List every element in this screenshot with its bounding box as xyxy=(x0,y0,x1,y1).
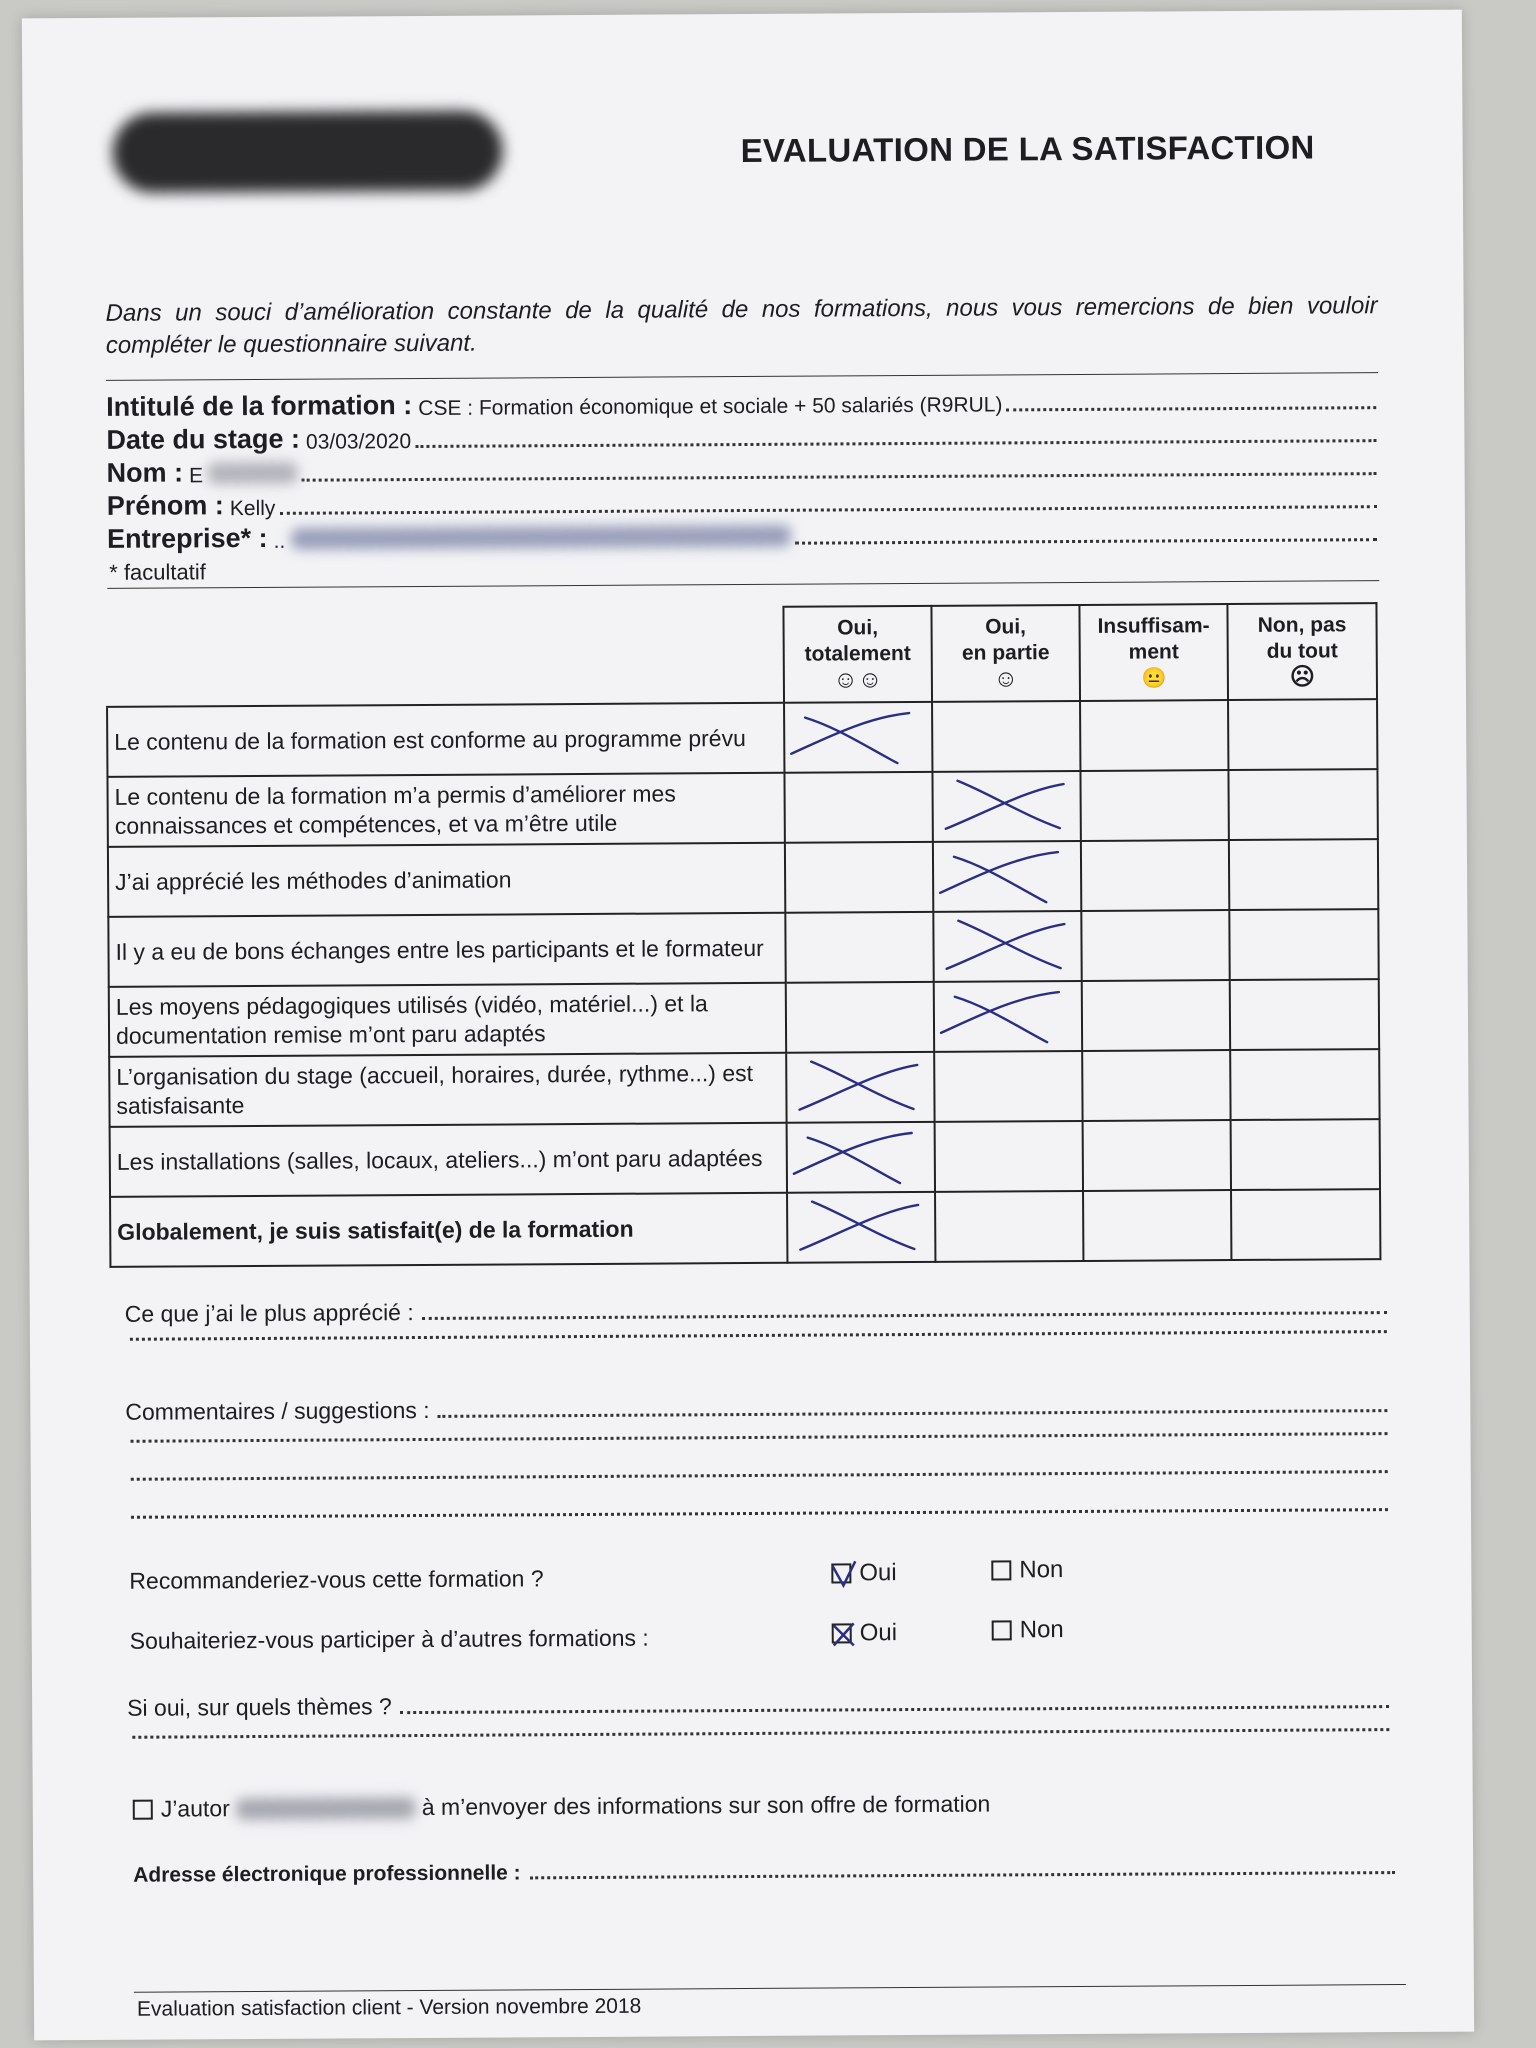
recommend-yes-option[interactable] xyxy=(831,1559,897,1587)
answer-cell[interactable] xyxy=(787,1122,935,1193)
header-oui-en-partie xyxy=(931,605,1080,702)
dotted-line xyxy=(131,1432,1388,1443)
answer-cell[interactable] xyxy=(1229,839,1378,910)
satisfaction-table xyxy=(105,602,1381,1268)
answer-cell[interactable] xyxy=(1230,979,1379,1050)
answer-cell[interactable] xyxy=(787,1192,935,1263)
answer-cell[interactable] xyxy=(933,841,1081,912)
themes-label: Si oui, sur quels thèmes ? xyxy=(127,1693,392,1721)
comments-label: Commentaires / suggestions : xyxy=(125,1396,430,1425)
header-line: totalement xyxy=(804,641,911,666)
answer-cell[interactable] xyxy=(1080,770,1228,841)
answer-cell[interactable] xyxy=(1082,980,1230,1051)
smiley-icon: ☺ xyxy=(993,665,1019,693)
optional-note: * facultatif xyxy=(109,559,206,585)
checkbox-empty[interactable] xyxy=(992,1620,1012,1640)
question-cell: Les installations (salles, locaux, ateliers...) m’ont paru adaptées xyxy=(110,1123,787,1197)
checkbox-empty[interactable] xyxy=(133,1799,153,1819)
dotted-line xyxy=(531,1871,1396,1879)
comments-field[interactable] xyxy=(125,1388,1387,1426)
checkbox-checked[interactable] xyxy=(831,1563,851,1583)
dotted-line xyxy=(279,505,1376,515)
question-cell: Les moyens pédagogiques utilisés (vidéo, matériel...) et la documentation remise m’ont paru adaptés xyxy=(109,983,786,1057)
question-cell: Globalement, je suis satisfait(e) de la formation xyxy=(110,1193,787,1267)
header-line: du tout xyxy=(1266,639,1338,663)
answer-cell[interactable] xyxy=(784,772,932,843)
handwritten-x-mark xyxy=(790,1123,930,1188)
checkbox-checked[interactable] xyxy=(832,1623,852,1643)
dotted-line xyxy=(438,1409,1388,1418)
answer-cell[interactable] xyxy=(1229,909,1378,980)
table-header-row xyxy=(106,603,1377,707)
handwritten-x-mark xyxy=(935,772,1075,837)
table-corner xyxy=(106,607,784,707)
option-label: Oui xyxy=(859,1619,898,1647)
answer-cell[interactable] xyxy=(786,1052,934,1123)
consent-option[interactable] xyxy=(133,1791,991,1823)
intro-text: Dans un souci d’amélioration constante de la qualité de nos formations, nous vous remercions de bien vouloir compléter le questionnaire suivant. xyxy=(105,292,1378,359)
handwritten-x-mark xyxy=(790,1193,930,1258)
answer-cell[interactable] xyxy=(1082,1050,1230,1121)
checkbox-empty[interactable] xyxy=(991,1560,1011,1580)
header-insuffisamment xyxy=(1079,604,1228,701)
answer-cell[interactable] xyxy=(933,911,1081,982)
dotted-line xyxy=(132,1728,1389,1739)
prenom-label: Prénom : xyxy=(106,490,224,521)
header-line: en partie xyxy=(961,641,1050,665)
divider xyxy=(106,372,1378,381)
redacted-company xyxy=(291,525,791,550)
redacted-name xyxy=(207,462,297,485)
handwritten-x-mark xyxy=(789,1053,929,1118)
consent-text-start: J’autor xyxy=(160,1795,230,1822)
header-line: Non, pas xyxy=(1257,613,1347,637)
table-row xyxy=(109,1049,1379,1127)
answer-cell[interactable] xyxy=(786,982,934,1053)
answer-cell[interactable] xyxy=(934,981,1082,1052)
most-appreciated-label: Ce que j’ai le plus apprécié : xyxy=(124,1299,414,1327)
prenom-value: Kelly xyxy=(229,496,276,521)
answer-cell[interactable] xyxy=(935,1191,1083,1262)
question-cell: Le contenu de la formation m’a permis d’améliorer mes connaissances et compétences, et va m’être utile xyxy=(107,773,784,847)
recommend-question: Recommanderiez-vous cette formation ? xyxy=(129,1565,544,1594)
recommend-no-option[interactable] xyxy=(991,1556,1063,1584)
form-sheet xyxy=(22,10,1474,2041)
table-row xyxy=(108,909,1378,987)
dotted-line xyxy=(301,472,1376,482)
table-row xyxy=(110,1119,1380,1197)
table-row xyxy=(109,979,1379,1057)
answer-cell[interactable] xyxy=(1228,769,1377,840)
option-label: Non xyxy=(1019,1556,1064,1584)
answer-cell[interactable] xyxy=(784,702,932,773)
header-non-pas-du-tout xyxy=(1227,603,1377,700)
footer-divider xyxy=(134,1984,1406,1993)
answer-cell[interactable] xyxy=(1080,700,1228,771)
nom-value: E xyxy=(189,464,204,488)
formation-value: CSE : Formation économique et sociale + 50 salariés (R9RUL) xyxy=(418,393,1003,421)
check-mark-icon xyxy=(829,1559,857,1589)
dotted-line xyxy=(422,1311,1387,1320)
answer-cell[interactable] xyxy=(932,771,1080,842)
redacted-organization xyxy=(236,1797,416,1820)
dotted-line xyxy=(131,1470,1388,1481)
question-cell: Le contenu de la formation est conforme au programme prévu xyxy=(107,703,784,777)
other-no-option[interactable] xyxy=(992,1616,1064,1644)
email-label: Adresse électronique professionnelle : xyxy=(133,1861,521,1887)
dotted-line xyxy=(1006,406,1376,411)
date-value: 03/03/2020 xyxy=(305,430,412,454)
handwritten-x-mark xyxy=(787,703,927,768)
question-cell: L’organisation du stage (accueil, horaires, durée, rythme...) est satisfaisante xyxy=(109,1053,786,1127)
answer-cell[interactable] xyxy=(1230,1049,1379,1120)
answer-cell[interactable] xyxy=(1081,840,1229,911)
entreprise-label: Entreprise* : xyxy=(106,522,268,554)
answer-cell[interactable] xyxy=(1083,1190,1231,1261)
table-row xyxy=(107,769,1377,847)
answer-cell[interactable] xyxy=(934,1051,1082,1122)
answer-cell[interactable] xyxy=(1231,1189,1380,1260)
option-label: Non xyxy=(1019,1616,1064,1644)
date-label: Date du stage : xyxy=(106,423,301,455)
header-oui-totalement xyxy=(783,606,932,703)
dotted-line xyxy=(415,439,1376,448)
themes-field[interactable] xyxy=(127,1684,1389,1722)
table-row xyxy=(107,699,1377,777)
header-line: Oui, xyxy=(837,616,879,640)
handwritten-x-mark xyxy=(937,982,1077,1047)
x-mark-icon xyxy=(830,1619,858,1649)
formation-label: Intitulé de la formation : xyxy=(106,390,413,422)
dotted-line xyxy=(131,1508,1388,1519)
divider xyxy=(107,580,1379,589)
double-smiley-icon: ☺☺ xyxy=(833,666,883,694)
answer-cell[interactable] xyxy=(785,912,933,983)
handwritten-x-mark xyxy=(936,912,1076,977)
dotted-line xyxy=(400,1705,1389,1714)
footer-text: Evaluation satisfaction client - Version novembre 2018 xyxy=(136,1994,642,2021)
entreprise-value: .. xyxy=(273,529,286,553)
other-yes-option[interactable] xyxy=(832,1619,898,1647)
company-logo-blurred xyxy=(112,110,502,192)
header-line: Oui, xyxy=(985,615,1027,639)
header-line: ment xyxy=(1128,640,1179,664)
dotted-line xyxy=(795,538,1377,545)
answer-cell[interactable] xyxy=(935,1121,1083,1192)
sad-face-icon: ☹ xyxy=(1289,663,1315,691)
question-cell: Il y a eu de bons échanges entre les participants et le formateur xyxy=(108,913,785,987)
most-appreciated-field[interactable] xyxy=(125,1290,1387,1328)
email-field[interactable] xyxy=(133,1850,1395,1888)
other-trainings-question: Souhaiteriez-vous participer à d’autres formations : xyxy=(129,1624,649,1654)
answer-cell[interactable] xyxy=(1083,1120,1231,1191)
consent-text-end: à m’envoyer des informations sur son offre de formation xyxy=(421,1790,991,1821)
table-row xyxy=(110,1189,1380,1267)
question-cell: J’ai apprécié les méthodes d’animation xyxy=(108,843,785,917)
nom-label: Nom : xyxy=(106,457,184,488)
neutral-face-icon: 😐 xyxy=(1141,667,1167,690)
entreprise-field[interactable] xyxy=(107,514,1377,555)
dotted-line xyxy=(130,1330,1387,1341)
answer-cell[interactable] xyxy=(1081,910,1229,981)
answer-cell[interactable] xyxy=(1228,699,1377,770)
answer-cell[interactable] xyxy=(932,701,1080,772)
answer-cell[interactable] xyxy=(785,842,933,913)
table-row xyxy=(108,839,1378,917)
handwritten-x-mark xyxy=(936,842,1076,907)
page-title: EVALUATION DE LA SATISFACTION xyxy=(740,128,1315,170)
answer-cell[interactable] xyxy=(1231,1119,1380,1190)
option-label: Oui xyxy=(859,1559,897,1587)
header-line: Insuffisam- xyxy=(1097,614,1210,638)
